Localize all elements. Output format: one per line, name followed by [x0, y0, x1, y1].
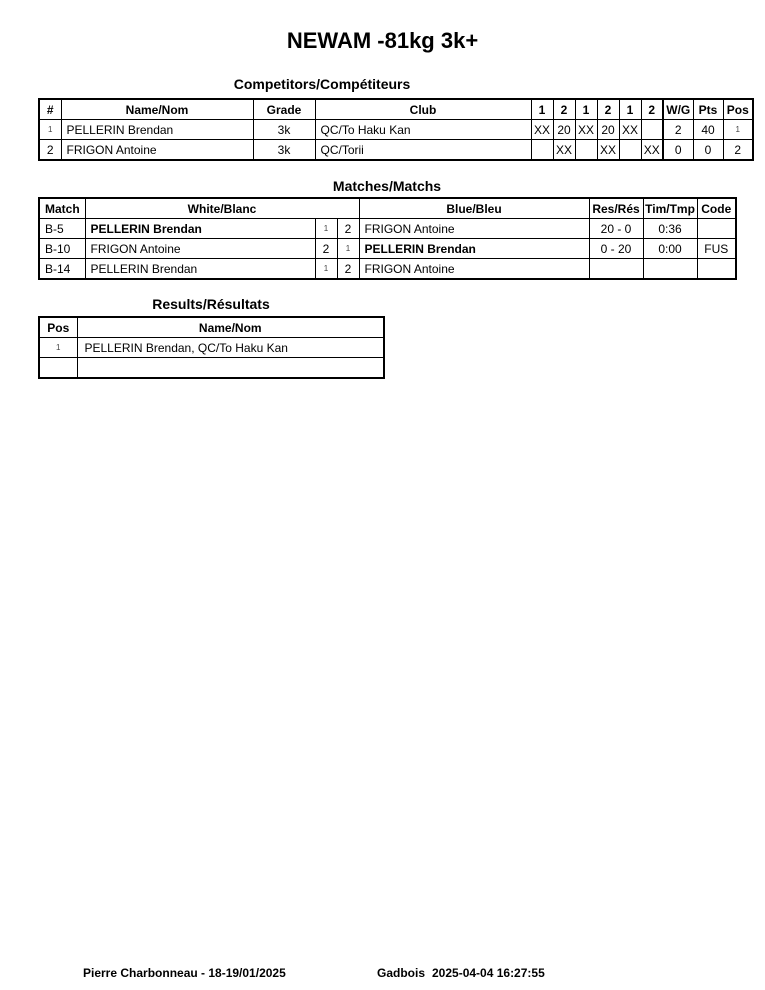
header-round: 2 [553, 99, 575, 120]
header-num: # [39, 99, 61, 120]
matches-table [38, 197, 737, 280]
header-club: Club [315, 99, 531, 120]
competitor-club: QC/Torii [315, 140, 531, 161]
white-num: 2 [315, 239, 337, 259]
result-pos: 1 [39, 338, 77, 358]
blue-num: 1 [337, 239, 359, 259]
competitor-grade: 3k [253, 120, 315, 140]
results-section-title: Results/Résultats [152, 296, 270, 312]
white-num: 1 [315, 259, 337, 280]
results-table [38, 316, 385, 379]
header-name: Name/Nom [61, 99, 253, 120]
round-score [619, 140, 641, 161]
page-title: NEWAM -81kg 3k+ [286, 28, 479, 53]
table-row [39, 338, 384, 358]
header-blue: Blue/Bleu [359, 198, 589, 219]
white-player: FRIGON Antoine [85, 239, 315, 259]
match-code [697, 259, 736, 280]
round-score: XX [641, 140, 663, 161]
header-match: Match [39, 198, 85, 219]
competitor-num: 1 [39, 120, 61, 140]
competitors-section-title: Competitors/Compétiteurs [233, 76, 411, 92]
blue-player: FRIGON Antoine [359, 219, 589, 239]
table-row [39, 120, 753, 140]
matches-header-row [39, 198, 736, 219]
competitor-wg: 0 [663, 140, 693, 161]
round-score: XX [597, 140, 619, 161]
table-row [39, 219, 736, 239]
result-name [77, 358, 384, 379]
header-round: 1 [531, 99, 553, 120]
round-score [575, 140, 597, 161]
competitor-pts: 40 [693, 120, 723, 140]
match-id: B-14 [39, 259, 85, 280]
round-score: 20 [553, 120, 575, 140]
header-grade: Grade [253, 99, 315, 120]
matches-section-title: Matches/Matchs [332, 178, 442, 194]
competitor-wg: 2 [663, 120, 693, 140]
competitor-club: QC/To Haku Kan [315, 120, 531, 140]
competitors-header-row [39, 99, 753, 120]
match-time: 0:00 [643, 239, 697, 259]
blue-player: PELLERIN Brendan [359, 239, 589, 259]
competitor-pts: 0 [693, 140, 723, 161]
header-pos: Pos [723, 99, 753, 120]
header-pts: Pts [693, 99, 723, 120]
result-pos [39, 358, 77, 379]
header-white: White/Blanc [85, 198, 359, 219]
competitor-grade: 3k [253, 140, 315, 161]
match-result: 20 - 0 [589, 219, 643, 239]
competitor-name: PELLERIN Brendan [61, 120, 253, 140]
header-round: 2 [597, 99, 619, 120]
results-header-row [39, 317, 384, 338]
competitor-name: FRIGON Antoine [61, 140, 253, 161]
match-time [643, 259, 697, 280]
round-score [641, 120, 663, 140]
round-score [531, 140, 553, 161]
table-row [39, 140, 753, 161]
footer-venue: Gadbois [377, 966, 426, 980]
blue-player: FRIGON Antoine [359, 259, 589, 280]
header-round: 1 [619, 99, 641, 120]
round-score: XX [619, 120, 641, 140]
white-player: PELLERIN Brendan [85, 219, 315, 239]
header-name: Name/Nom [77, 317, 384, 338]
round-score: XX [531, 120, 553, 140]
table-row [39, 358, 384, 379]
header-round: 2 [641, 99, 663, 120]
round-score: XX [575, 120, 597, 140]
header-wg: W/G [663, 99, 693, 120]
table-row [39, 239, 736, 259]
competitors-table [38, 98, 754, 161]
result-name: PELLERIN Brendan, QC/To Haku Kan [77, 338, 384, 358]
match-code [697, 219, 736, 239]
match-code: FUS [697, 239, 736, 259]
blue-num: 2 [337, 219, 359, 239]
competitor-pos: 1 [723, 120, 753, 140]
round-score: 20 [597, 120, 619, 140]
table-row [39, 259, 736, 280]
header-code: Code [697, 198, 736, 219]
white-player: PELLERIN Brendan [85, 259, 315, 280]
header-pos: Pos [39, 317, 77, 338]
match-result: 0 - 20 [589, 239, 643, 259]
round-score: XX [553, 140, 575, 161]
competitor-pos: 2 [723, 140, 753, 161]
footer-datetime: 2025-04-04 16:27:55 [432, 966, 545, 980]
match-id: B-10 [39, 239, 85, 259]
footer-event: Pierre Charbonneau - 18-19/01/2025 [83, 966, 286, 980]
competitor-num: 2 [39, 140, 61, 161]
header-round: 1 [575, 99, 597, 120]
match-id: B-5 [39, 219, 85, 239]
header-res: Res/Rés [589, 198, 643, 219]
blue-num: 2 [337, 259, 359, 280]
match-time: 0:36 [643, 219, 697, 239]
white-num: 1 [315, 219, 337, 239]
match-result [589, 259, 643, 280]
header-time: Tim/Tmp [643, 198, 697, 219]
